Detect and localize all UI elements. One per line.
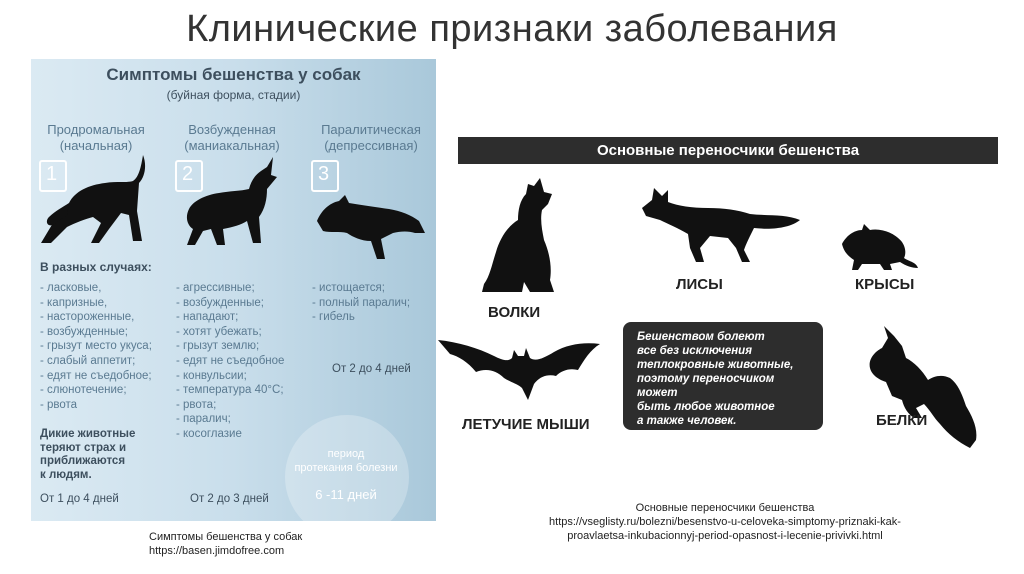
- dog-howling-icon: [181, 155, 281, 247]
- animal-label-rats: КРЫСЫ: [855, 276, 915, 293]
- animal-label-bats: ЛЕТУЧИЕ МЫШИ: [462, 416, 590, 433]
- note-line: а также человек.: [637, 415, 737, 427]
- list-item: - слабый аппетит;: [40, 354, 136, 367]
- list-item: - капризные,: [40, 296, 108, 309]
- animal-label-squirrels: БЕЛКИ: [876, 412, 928, 429]
- caption-line: Основные переносчики бешенства: [635, 502, 815, 514]
- stage-2-symptom-list: [176, 281, 284, 442]
- stage-1-duration: От 1 до 4 дней: [40, 493, 119, 505]
- note-line: теплокровные животные,: [637, 359, 794, 371]
- list-item: - грызут землю;: [176, 340, 260, 353]
- list-item: - настороженные,: [40, 311, 135, 324]
- stage-3-header: [309, 122, 433, 154]
- note-line: Дикие животные: [40, 428, 136, 440]
- caption-link[interactable]: https://basen.jimdofree.com: [149, 545, 285, 557]
- period-circle: [285, 415, 409, 539]
- stage-3-name: Паралитическая: [321, 122, 421, 137]
- symptoms-panel: [31, 59, 436, 521]
- note-line: к людям.: [40, 468, 92, 481]
- dog-sniffing-icon: [39, 151, 149, 246]
- note-line: теряют страх и: [40, 441, 127, 454]
- list-item: - едят не съедобное;: [40, 369, 152, 382]
- list-item: - рвота: [40, 398, 78, 411]
- caption-line: Симптомы бешенства у собак: [149, 531, 303, 543]
- note-line: все без исключения: [637, 345, 752, 357]
- stage-2-qualifier: (маниакальная): [184, 138, 280, 153]
- carriers-header: Основные переносчики бешенства: [458, 137, 998, 164]
- animal-label-foxes: ЛИСЫ: [676, 276, 723, 293]
- period-label-line: протекания болезни: [294, 462, 398, 474]
- stage-1-header: [37, 122, 155, 154]
- list-item: - косоглазие: [176, 427, 242, 440]
- stage-3-duration: От 2 до 4 дней: [332, 363, 411, 375]
- period-label: [281, 447, 411, 475]
- stage-2-name: Возбужденная: [188, 122, 276, 137]
- list-item: - возбужденные;: [40, 325, 128, 338]
- list-item: - нападают;: [176, 311, 239, 324]
- wolf-icon: [478, 176, 558, 294]
- list-item: - полный паралич;: [312, 296, 411, 309]
- caption-left: [149, 530, 302, 558]
- stage-2-number: 2: [182, 163, 194, 185]
- list-item: - агрессивные;: [176, 282, 255, 294]
- note-line: приближаются: [40, 455, 126, 467]
- list-item: - температура 40°С;: [176, 384, 284, 397]
- animal-label-wolves: ВОЛКИ: [488, 304, 541, 321]
- note-text: [637, 330, 817, 428]
- slide-title: Клинические признаки заболевания: [186, 8, 838, 50]
- rat-icon: [840, 222, 920, 270]
- wild-animals-note: [40, 428, 135, 482]
- stage-1-name: Продромальная: [47, 122, 145, 137]
- bat-icon: [438, 336, 600, 402]
- caption-link[interactable]: https://vseglisty.ru/bolezni/besenstvo-u-celoveka-simptomy-priznaki-kak-: [549, 516, 901, 528]
- list-item: - едят не съедобное: [176, 354, 285, 367]
- list-item: - грызут место укуса;: [40, 340, 152, 353]
- list-item: - ласковые,: [40, 282, 102, 294]
- panel-title: Симптомы бешенства у собак: [106, 65, 361, 84]
- panel-subtitle: (буйная форма, стадии): [166, 88, 301, 102]
- caption-link[interactable]: proavlaetsa-inkubacionnyj-period-opasnost-i-lecenie-privivki.html: [567, 530, 883, 542]
- period-value: 6 -11 дней: [315, 487, 377, 502]
- list-item: - хотят убежать;: [176, 325, 262, 338]
- dog-collapsed-icon: [315, 193, 427, 263]
- note-line: Бешенством болеют: [637, 331, 765, 343]
- list-item: - истощается;: [312, 282, 385, 294]
- stage-3-qualifier: (депрессивная): [324, 138, 418, 153]
- list-item: - слюнотечение;: [40, 384, 127, 397]
- stage-1-symptom-list: [40, 281, 152, 412]
- list-item: - рвота;: [176, 398, 217, 411]
- stage-2-duration: От 2 до 3 дней: [190, 493, 269, 505]
- note-line: быть любое животное: [637, 401, 775, 413]
- period-label-line: период: [327, 448, 365, 460]
- stage-1-qualifier: (начальная): [59, 138, 133, 153]
- stage-1-heading: В разных случаях:: [40, 260, 152, 274]
- caption-right: [490, 501, 960, 543]
- note-line: поэтому переносчиком может: [637, 373, 775, 399]
- list-item: - конвульсии;: [176, 369, 247, 382]
- stage-1-number: 1: [46, 163, 58, 185]
- stage-3-number: 3: [318, 163, 330, 185]
- stage-3-symptom-list: [312, 281, 410, 325]
- list-item: - возбужденные;: [176, 296, 264, 309]
- list-item: - паралич;: [176, 413, 231, 426]
- fox-icon: [638, 186, 802, 266]
- stage-2-header: [173, 122, 291, 154]
- list-item: - гибель: [312, 311, 355, 324]
- squirrel-icon: [862, 322, 980, 450]
